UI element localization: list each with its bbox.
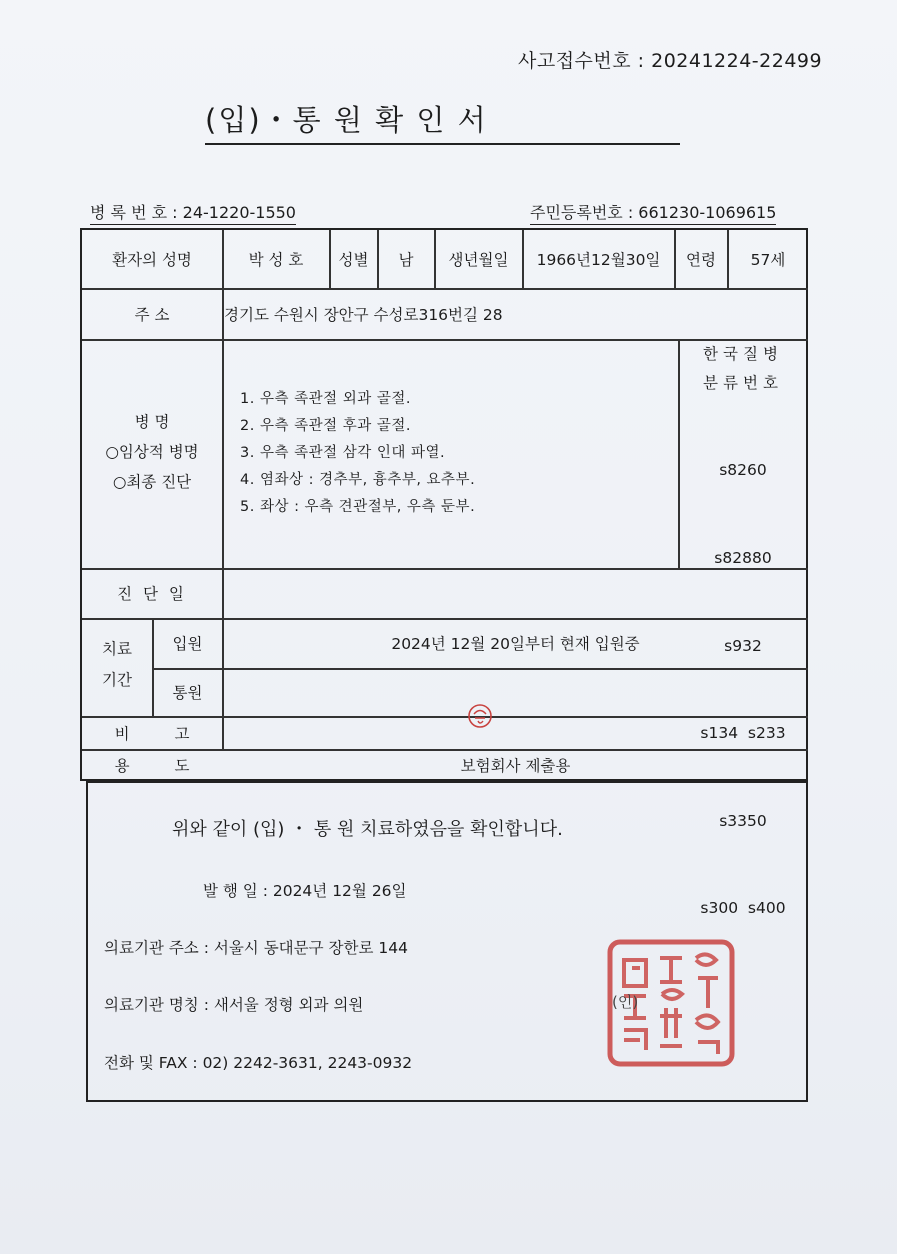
kcd-header-line: 분류번호 [703,374,783,392]
document-title: (입)・통 원 확 인 서 [205,98,680,145]
patient-name-label: 환자의 성명 [112,251,192,269]
kcd-code: s932 [724,636,762,655]
dob-value: 1966년12월30일 [536,251,661,269]
kcd-header-line: 한국질병 [703,345,783,363]
remarks-label: 비 고 [114,724,190,743]
confirmation-statement: 위와 같이 (입) ・ 통 원 치료하였음을 확인합니다. [172,819,563,840]
institution-name: 의료기관 명칭 : 새서울 정형 외과 의원 [104,996,364,1014]
kcd-code: s134 s233 [700,724,786,743]
kcd-code: s300 s400 [700,899,786,918]
kcd-code: s8260 [719,461,767,480]
treatment-period-label: 기간 [102,671,132,689]
seal-mark-text: (인) [612,993,639,1011]
treatment-period-label: 치료 [102,640,132,658]
age-value: 57세 [750,251,786,269]
patient-name: 박 성 호 [248,251,304,269]
diagnosis-date-value [223,568,808,618]
resident-number: 주민등록번호 : 661230-1069615 [530,200,776,225]
dob-label: 생년월일 [448,251,509,269]
disease-label: 병 명 [134,413,170,431]
address-label: 주 소 [134,305,170,324]
diagnosis-date-label: 진 단 일 [117,585,187,603]
diagnosis-item: 1. 우측 족관절 외과 골절. [240,391,411,407]
purpose-label: 용 도 [114,757,190,775]
outpatient-label: 통원 [172,684,203,702]
kcd-code: s3350 [719,811,767,830]
chart-number: 병 록 번 호 : 24-1220-1550 [90,200,296,225]
kcd-code-header [679,340,807,398]
kcd-code: s82880 [714,549,772,568]
institution-address: 의료기관 주소 : 서울시 동대문구 장한로 144 [104,939,408,957]
final-diagnosis-label: ○최종 진단 [112,473,192,491]
address-value: 경기도 수원시 장안구 수성로316번길 28 [224,305,503,324]
issue-date: 발 행 일 : 2024년 12월 26일 [203,882,407,900]
remarks-value [223,716,808,749]
phone-fax: 전화 및 FAX : 02) 2242-3631, 2243-0932 [104,1054,413,1072]
age-label: 연령 [686,251,716,269]
outpatient-value [223,668,808,716]
diagnosis-list [240,386,475,521]
accident-number: 사고접수번호 : 20241224-22499 [518,50,823,72]
diagnosis-item: 5. 좌상 : 우측 견관절부, 우측 둔부. [240,499,476,515]
sex-label: 성별 [338,251,369,269]
purpose-value: 보험회사 제출용 [460,757,571,775]
inpatient-value: 2024년 12월 20일부터 현재 입원중 [391,635,640,653]
sex-value: 남 [398,251,414,269]
diagnosis-item: 3. 우측 족관절 삼각 인대 파열. [240,445,446,461]
diagnosis-item: 4. 염좌상 : 경추부, 흉추부, 요추부. [240,472,476,488]
inpatient-label: 입원 [172,635,203,653]
small-seal-mark [466,702,494,730]
clinical-diagnosis-label: ○임상적 병명 [105,443,199,461]
confirmation-box [86,781,808,1102]
diagnosis-item: 2. 우측 족관절 후과 골절. [240,418,411,434]
